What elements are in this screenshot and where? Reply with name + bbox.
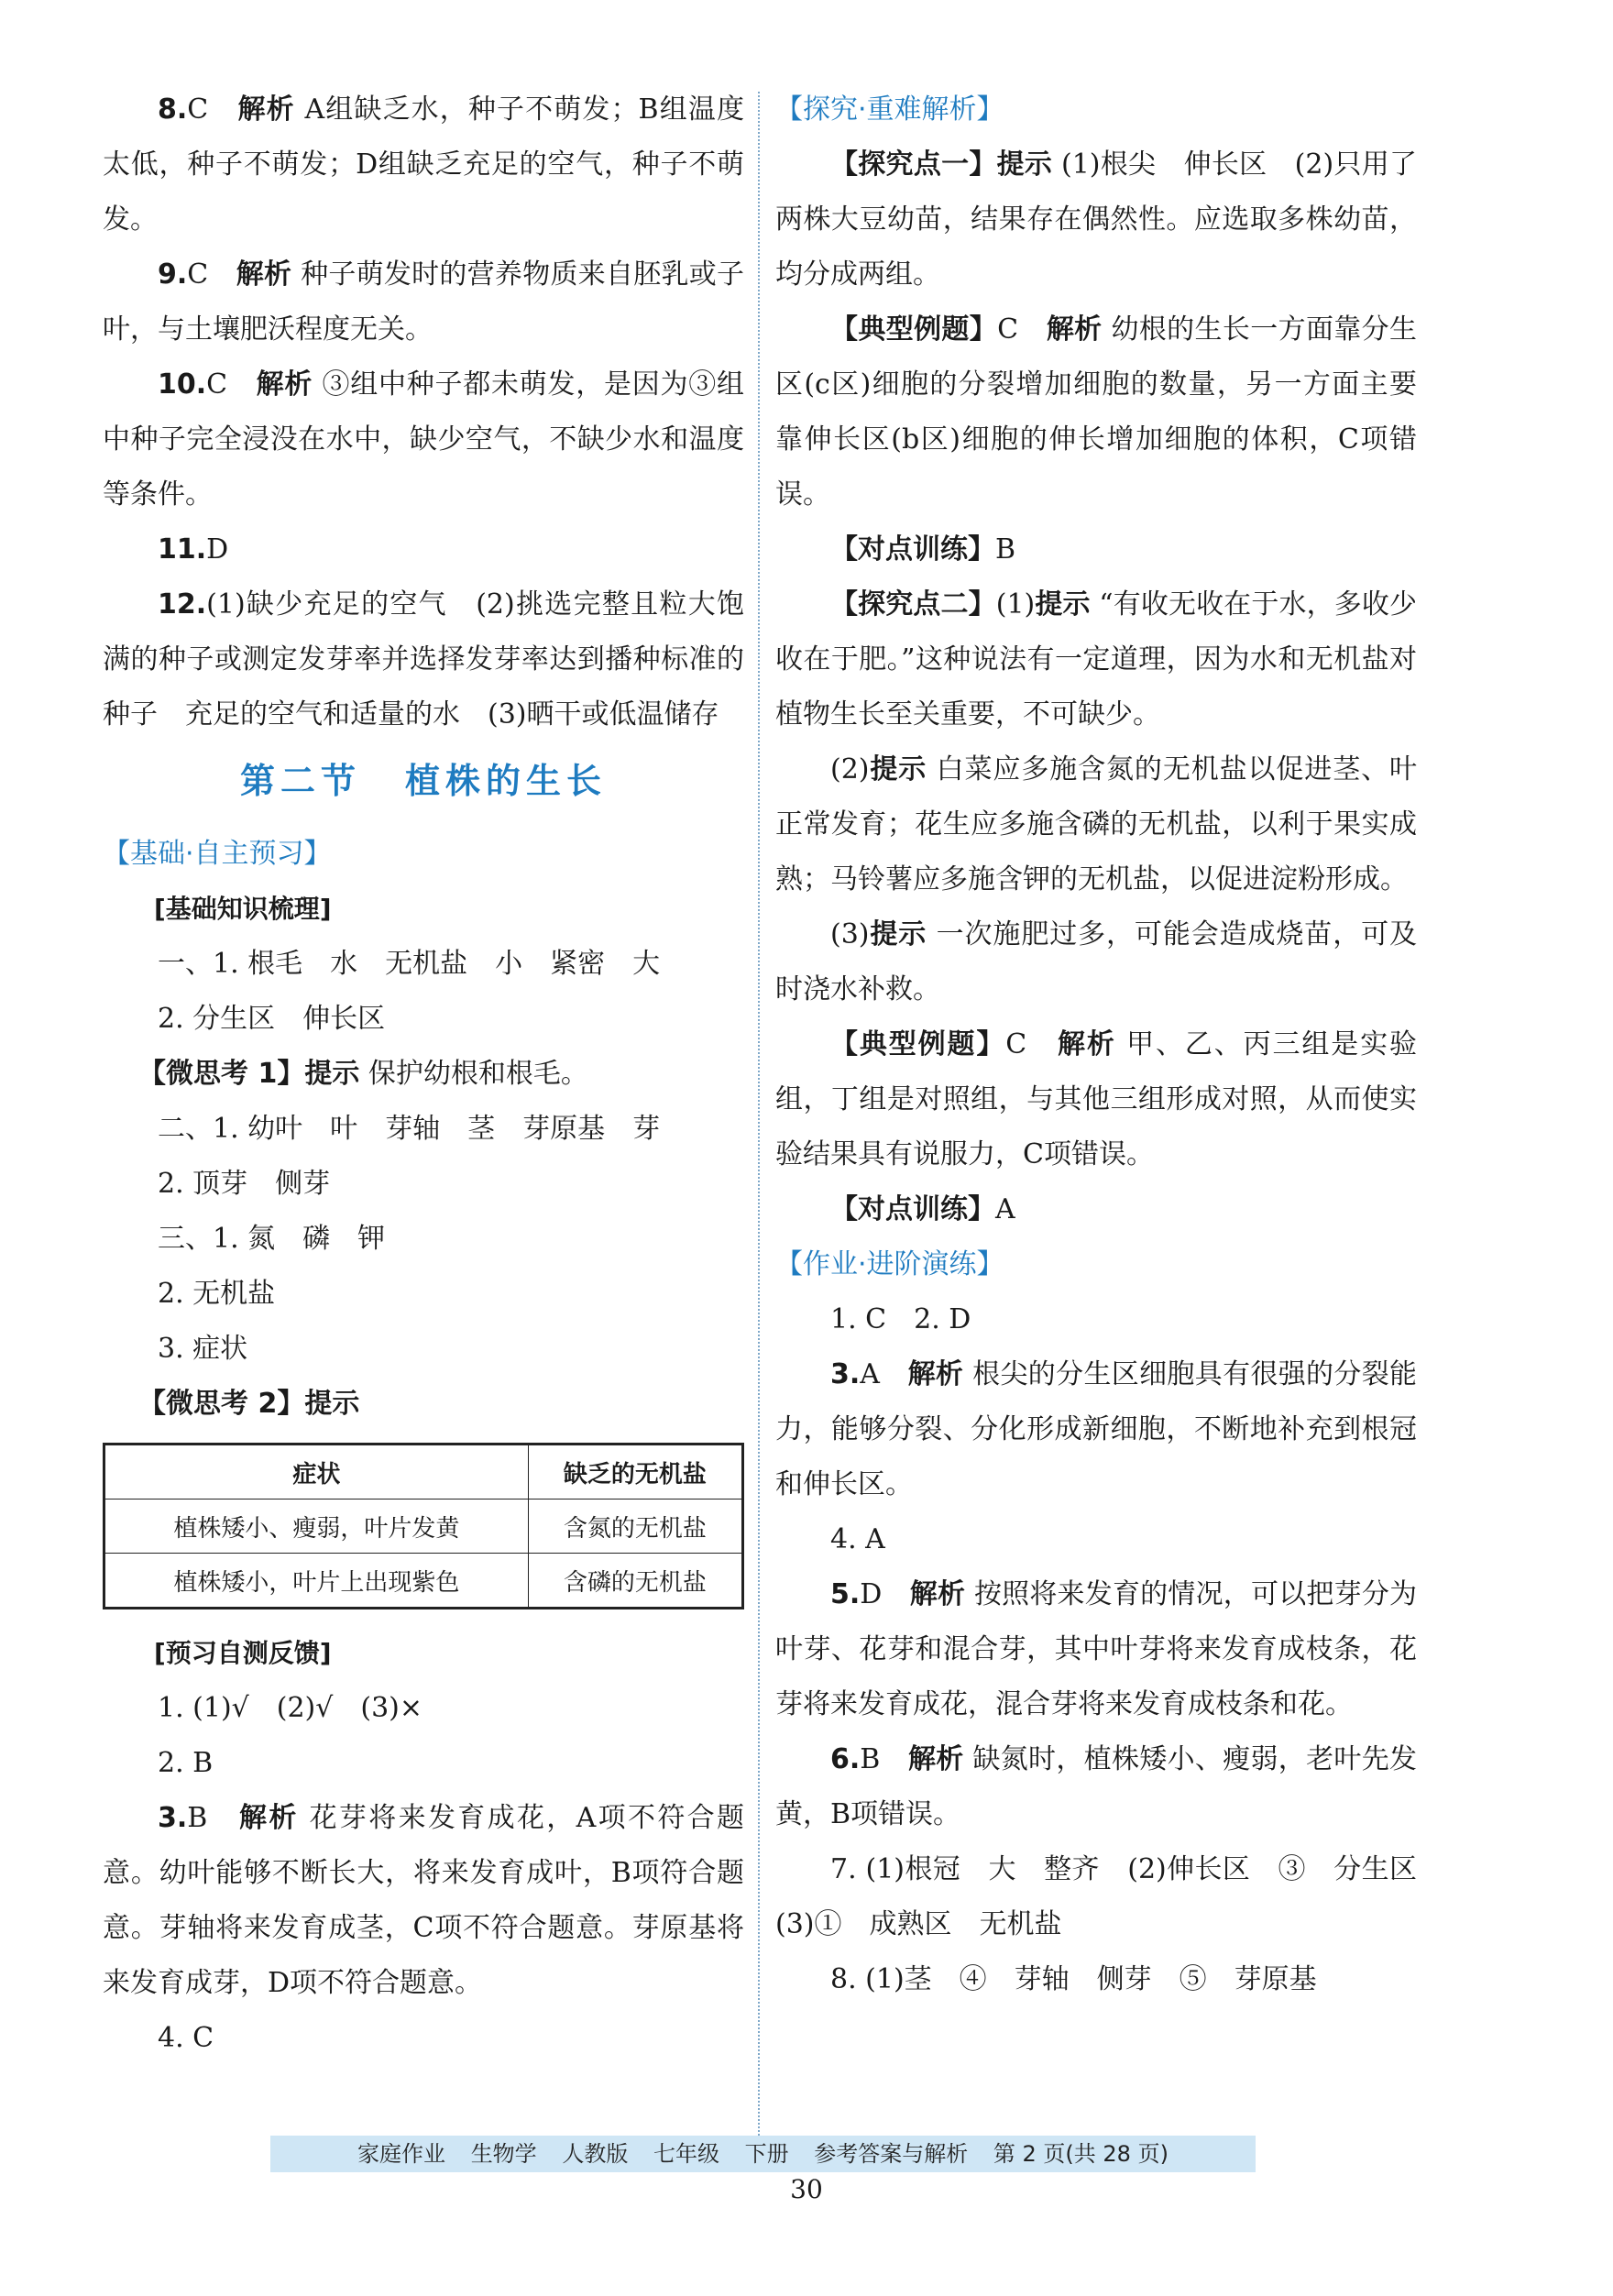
footer-item: 七年级 (653, 2141, 719, 2167)
chapter-title: 第二节 植株的生长 (239, 760, 608, 801)
explore-point-1: 【探究点一】提示 (1)根尖 伸长区 (2)只用了两株大豆幼苗，结果存在偶然性。应选取多株幼苗，均分成两组。 (775, 148, 1417, 291)
knowledge-6: 2. 无机盐 (158, 1278, 276, 1310)
knowledge-5: 三、1. 氮 磷 钾 (158, 1223, 386, 1255)
knowledge-7: 3. 症状 (158, 1333, 248, 1365)
page-number: 30 (790, 2174, 823, 2204)
knowledge-4: 2. 顶芽 侧芽 (158, 1168, 331, 1200)
training-2: 【对点训练】A (830, 1193, 1015, 1225)
footer-item: 参考答案与解析 (814, 2141, 969, 2167)
explore-point-2: 【探究点二】(1)提示 “有收无收在于水，多收少收在于肥。”这种说法有一定道理，因为水和无机盐对植物生长至关重要，不可缺少。 (775, 588, 1418, 731)
table-cell: 含氮的无机盐 (528, 1500, 742, 1554)
homework-5: 5.D 解析 按照将来发育的情况，可以把芽分为叶芽、花芽和混合芽，其中叶芽将来发育成枝条，花芽将来发育成花，混合芽将来发育成枝条和花。 (775, 1578, 1418, 1720)
knowledge-3: 二、1. 幼叶 叶 芽轴 茎 芽原基 芽 (158, 1113, 661, 1145)
table-header: 缺乏的无机盐 (528, 1445, 742, 1500)
mineral-deficiency-table (103, 1443, 744, 1609)
feedback-3: 3.B 解析 花芽将来发育成花，A项不符合题意。幼叶能够不断长大，将来发育成叶，B项符合题意。芽轴将来发育成茎，C项不符合题意。芽原基将来发育成芽，D项不符合题意。 (103, 1802, 745, 1999)
table-cell: 植株矮小，叶片上出现紫色 (104, 1554, 529, 1609)
example-2: 【典型例题】C 解析 甲、乙、丙三组是实验组，丁组是对照组，与其他三组形成对照，从而使实验结果具有说服力，C项错误。 (775, 1028, 1418, 1170)
table-row (104, 1500, 743, 1554)
table-header-row (104, 1445, 743, 1500)
feedback-1: 1. (1)√ (2)√ (3)× (158, 1692, 423, 1724)
table-cell: 植株矮小、瘦弱，叶片发黄 (104, 1500, 529, 1554)
answer-9: 9.C 解析 种子萌发时的营养物质来自胚乳或子叶，与土壤肥沃程度无关。 (103, 258, 745, 346)
table-header: 症状 (104, 1445, 529, 1500)
left-column (103, 82, 744, 2066)
explore-point-2-part-2: (2)提示 白菜应多施含氮的无机盐以促进茎、叶正常发育；花生应多施含磷的无机盐，以利于果实成熟；马铃薯应多施含钾的无机盐，以促进淀粉形成。 (775, 753, 1418, 895)
right-column (775, 82, 1444, 2007)
section-explore-heading: 【探究·重难解析】 (775, 93, 1004, 126)
section-homework-heading: 【作业·进阶演练】 (775, 1248, 1004, 1280)
feedback-heading: [预习自测反馈] (154, 1638, 332, 1668)
footer-item: 第 2 页(共 28 页) (993, 2141, 1169, 2167)
footer-banner (270, 2136, 1256, 2172)
answer-8: 8.C 解析 A组缺乏水，种子不萌发；B组温度太低，种子不萌发；D组缺乏充足的空气，种子不萌发。 (103, 93, 744, 236)
homework-1-2: 1. C 2. D (830, 1303, 971, 1335)
answer-10: 10.C 解析 ③组中种子都未萌发，是因为③组中种子完全浸没在水中，缺少空气，不缺少水和温度等条件。 (103, 368, 745, 511)
homework-7: 7. (1)根冠 大 整齐 (2)伸长区 ③ 分生区 (3)① 成熟区 无机盐 (775, 1853, 1444, 1940)
training-1: 【对点训练】B (830, 533, 1016, 566)
column-divider (758, 92, 760, 2154)
example-1: 【典型例题】C 解析 幼根的生长一方面靠分生区(c区)细胞的分裂增加细胞的数量，另一方面主要靠伸长区(b区)细胞的伸长增加细胞的体积，C项错误。 (775, 313, 1418, 511)
feedback-2: 2. B (158, 1747, 214, 1779)
table-row (104, 1554, 743, 1609)
answer-12: 12.(1)缺少充足的空气 (2)挑选完整且粒大饱满的种子或测定发芽率并选择发芽率达到播种标准的种子 充足的空气和适量的水 (3)晒干或低温储存 (103, 588, 744, 731)
homework-3: 3.A 解析 根尖的分生区细胞具有很强的分裂能力，能够分裂、分化形成新细胞，不断地补充到根冠和伸长区。 (775, 1358, 1418, 1500)
knowledge-1: 一、1. 根毛 水 无机盐 小 紧密 大 (158, 948, 661, 980)
table-cell: 含磷的无机盐 (528, 1554, 742, 1609)
knowledge-2: 2. 分生区 伸长区 (158, 1003, 386, 1035)
footer-item: 生物学 (470, 2141, 537, 2167)
section-basic-heading: 【基础·自主预习】 (103, 838, 332, 870)
feedback-4: 4. C (158, 2022, 214, 2054)
explore-point-2-part-3: (3)提示 一次施肥过多，可能会造成烧苗，可及时浇水补救。 (775, 918, 1418, 1005)
homework-6: 6.B 解析 缺氮时，植株矮小、瘦弱，老叶先发黄，B项错误。 (775, 1743, 1418, 1830)
footer-item: 下册 (744, 2141, 789, 2167)
footer-item: 人教版 (562, 2141, 629, 2167)
think-2: 【微思考 2】提示 (138, 1388, 360, 1420)
answer-11: 11.D (158, 533, 229, 566)
homework-8: 8. (1)茎 ④ 芽轴 侧芽 ⑤ 芽原基 (830, 1963, 1317, 1995)
knowledge-heading: [基础知识梳理] (154, 894, 332, 924)
homework-4: 4. A (830, 1523, 885, 1555)
footer-item: 家庭作业 (357, 2141, 446, 2167)
think-1: 【微思考 1】提示 保护幼根和根毛。 (138, 1058, 588, 1090)
